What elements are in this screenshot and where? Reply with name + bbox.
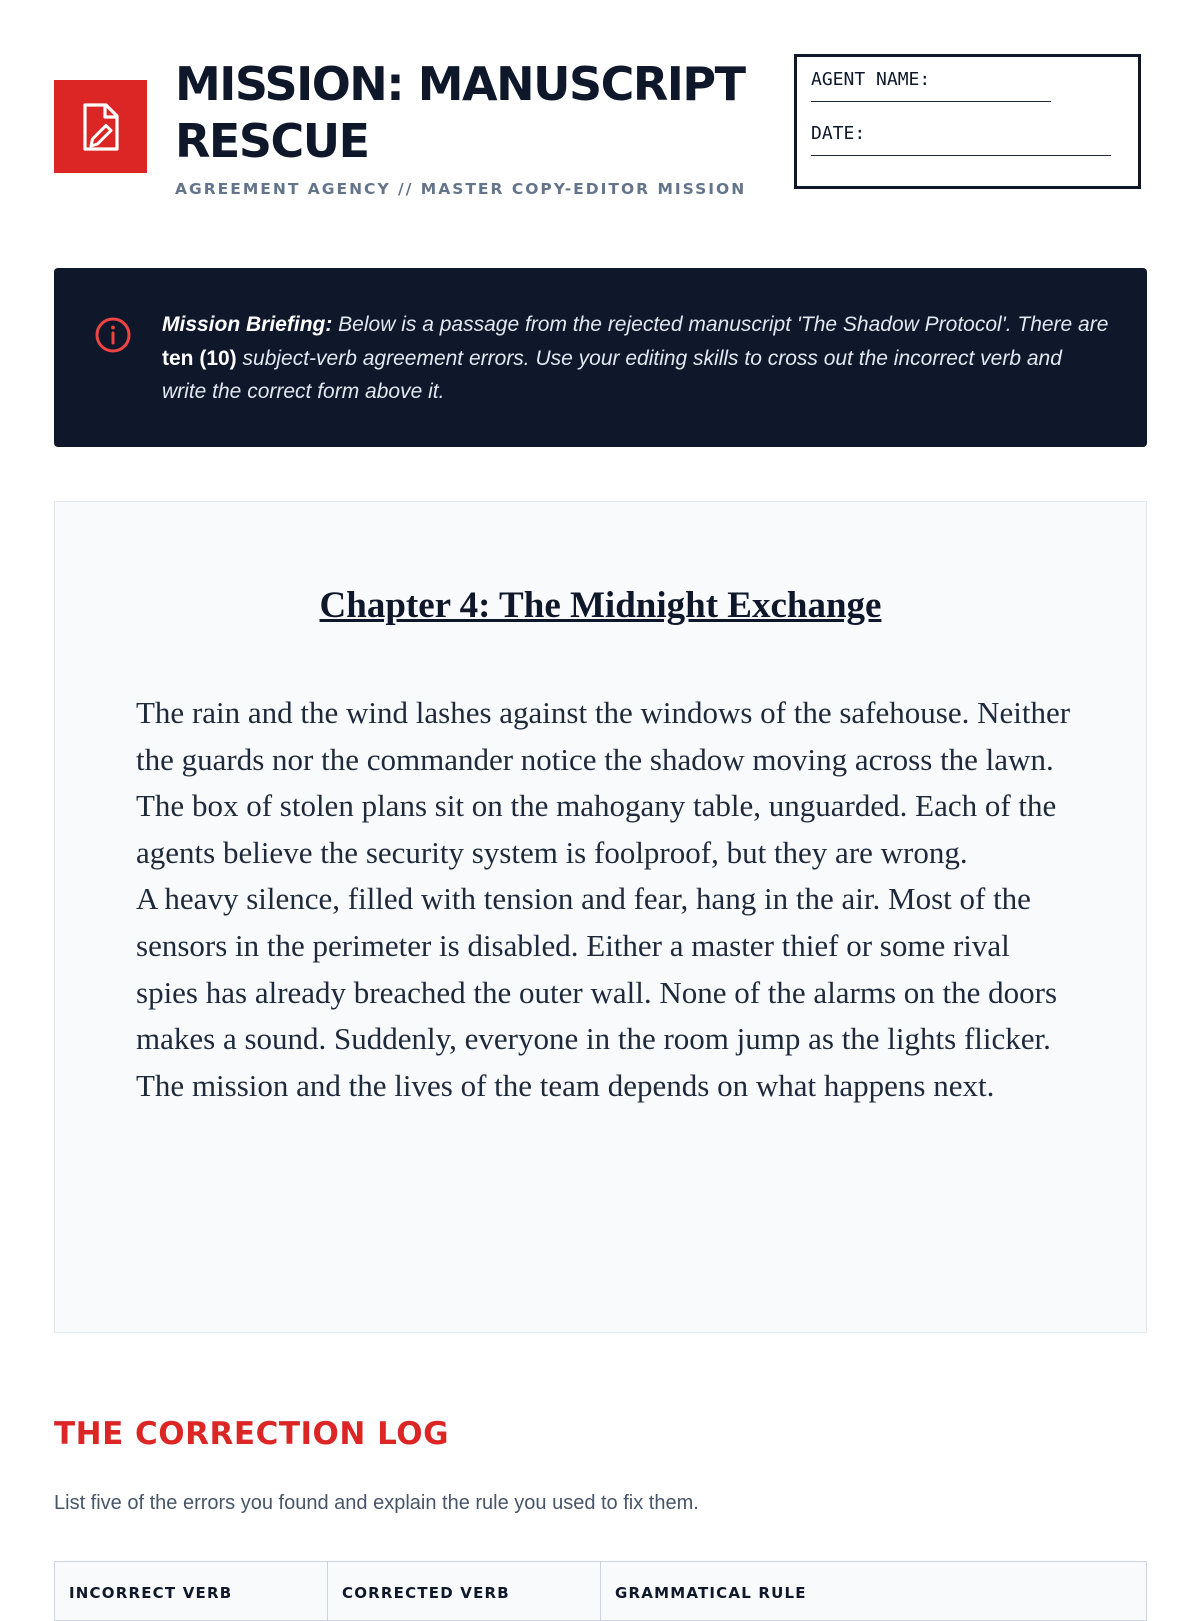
briefing-text-after: subject-verb agreement errors. Use your editing skills to cross out the incorrect verb and write the correct form above it. [162, 346, 1062, 403]
logo [54, 80, 147, 173]
correction-log-description: List five of the errors you found and explain the rule you used to fix them. [54, 1492, 699, 1514]
page-title [175, 56, 775, 170]
agent-name-row [811, 69, 1124, 119]
date-row [811, 123, 1124, 173]
manuscript-passage [54, 501, 1147, 1333]
column-corrected-verb: CORRECTED VERB [328, 1562, 601, 1620]
agent-name-label: AGENT NAME: [811, 69, 931, 90]
briefing-label: Mission Briefing: [162, 313, 333, 336]
page-subtitle: AGREEMENT AGENCY // MASTER COPY-EDITOR MISSION [175, 180, 747, 198]
date-label: DATE: [811, 123, 866, 144]
correction-log-title: THE CORRECTION LOG [54, 1416, 450, 1452]
mission-briefing [54, 268, 1147, 447]
info-icon [94, 316, 132, 354]
passage-text [136, 690, 1076, 1109]
error-count: ten (10) [162, 346, 237, 370]
paragraph-1: The rain and the wind lashes against the windows of the safehouse. Neither the guards nor the commander notice the shadow moving across the lawn. The box of stolen plans sit on the mahogany table, unguarded. Each of the agents believe the security system is foolproof, but they are wrong. [136, 695, 1071, 870]
chapter-title: Chapter 4: The Midnight Exchange [319, 585, 882, 626]
title-line-2: RESCUE [175, 114, 369, 168]
briefing-text [162, 308, 1112, 409]
briefing-text-before: Below is a passage from the rejected manuscript 'The Shadow Protocol'. There are [332, 313, 1109, 336]
column-grammatical-rule: GRAMMATICAL RULE [615, 1584, 807, 1602]
title-line-1: MISSION: MANUSCRIPT [175, 57, 745, 111]
column-incorrect-verb: INCORRECT VERB [55, 1562, 328, 1620]
agent-info-box [794, 54, 1141, 189]
document-edit-icon [79, 102, 123, 152]
date-field[interactable] [811, 155, 1111, 156]
page-header [54, 52, 1147, 202]
paragraph-2: A heavy silence, filled with tension and fear, hang in the air. Most of the sensors in the perimeter is disabled. Either a master thief or some rival spies has already breached the outer wall. None of the alarms on the doors makes a sound. Suddenly, everyone in the room jump as the lights flicker. The mission and the lives of the team depends on what happens next. [136, 881, 1058, 1103]
agent-name-field[interactable] [811, 101, 1051, 102]
correction-log-table [54, 1561, 1147, 1621]
